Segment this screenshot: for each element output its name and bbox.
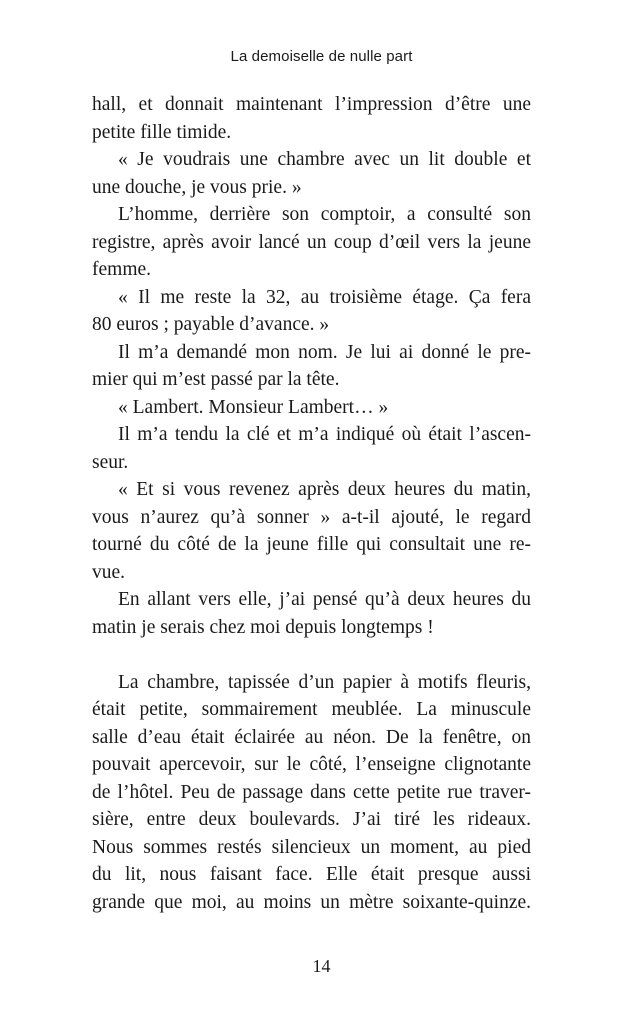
text-line: En allant vers elle, j’ai pensé qu’à deux heures du <box>118 589 531 610</box>
text-line: une douche, je vous prie. » <box>92 176 302 198</box>
text-line: grande que moi, au moins un mètre soixante-quinze. <box>92 891 531 913</box>
text-line: vous n’aurez qu’à sonner » a-t-il ajouté, le regard <box>92 506 531 528</box>
body-text <box>92 91 531 916</box>
text-line: Il m’a tendu la clé et m’a indiqué où était l’ascen- <box>118 424 531 445</box>
text-line: mier qui m’est passé par la tête. <box>92 369 340 390</box>
text-line: pouvait apercevoir, sur le côté, l’enseigne clignotante <box>92 754 531 775</box>
text-line: femme. <box>92 259 152 280</box>
text-line: Nous sommes restés silencieux un moment, au pied <box>92 836 531 858</box>
text-line: vue. <box>92 561 126 583</box>
text-line: « Et si vous revenez après deux heures du matin, <box>118 479 531 500</box>
text-line: Il m’a demandé mon nom. Je lui ai donné le pre- <box>118 341 531 363</box>
text-line: sière, entre deux boulevards. J’ai tiré les rideaux. <box>92 809 531 830</box>
section-break <box>92 641 531 669</box>
text-line: « Il me reste la 32, au troisième étage. Ça fera <box>118 286 531 308</box>
text-line: registre, après avoir lancé un coup d’œil vers la jeune <box>92 231 531 253</box>
text-line: hall, et donnait maintenant l’impression d’être une <box>92 94 531 115</box>
text-line: 80 euros ; payable d’avance. » <box>92 314 330 335</box>
text-line: « Lambert. Monsieur Lambert… » <box>118 396 389 418</box>
text-line: L’homme, derrière son comptoir, a consulté son <box>118 204 531 225</box>
text-line: de l’hôtel. Peu de passage dans cette petite rue traver- <box>92 781 531 803</box>
running-head: La demoiselle de nulle part <box>230 48 413 65</box>
text-line: matin je serais chez moi depuis longtemps ! <box>92 616 434 638</box>
text-line: petite fille timide. <box>92 121 232 143</box>
text-line: était petite, sommairement meublée. La minuscule <box>92 699 531 720</box>
text-line: salle d’eau était éclairée au néon. De la fenêtre, on <box>92 726 531 748</box>
text-line: du lit, nous faisant face. Elle était presque aussi <box>92 864 531 885</box>
text-line: La chambre, tapissée d’un papier à motifs fleuris, <box>118 671 531 693</box>
text-line: seur. <box>92 451 129 473</box>
page-number: 14 <box>312 956 331 976</box>
text-line: « Je voudrais une chambre avec un lit double et <box>118 149 531 170</box>
text-line: tourné du côté de la jeune fille qui consultait une re- <box>92 534 531 555</box>
